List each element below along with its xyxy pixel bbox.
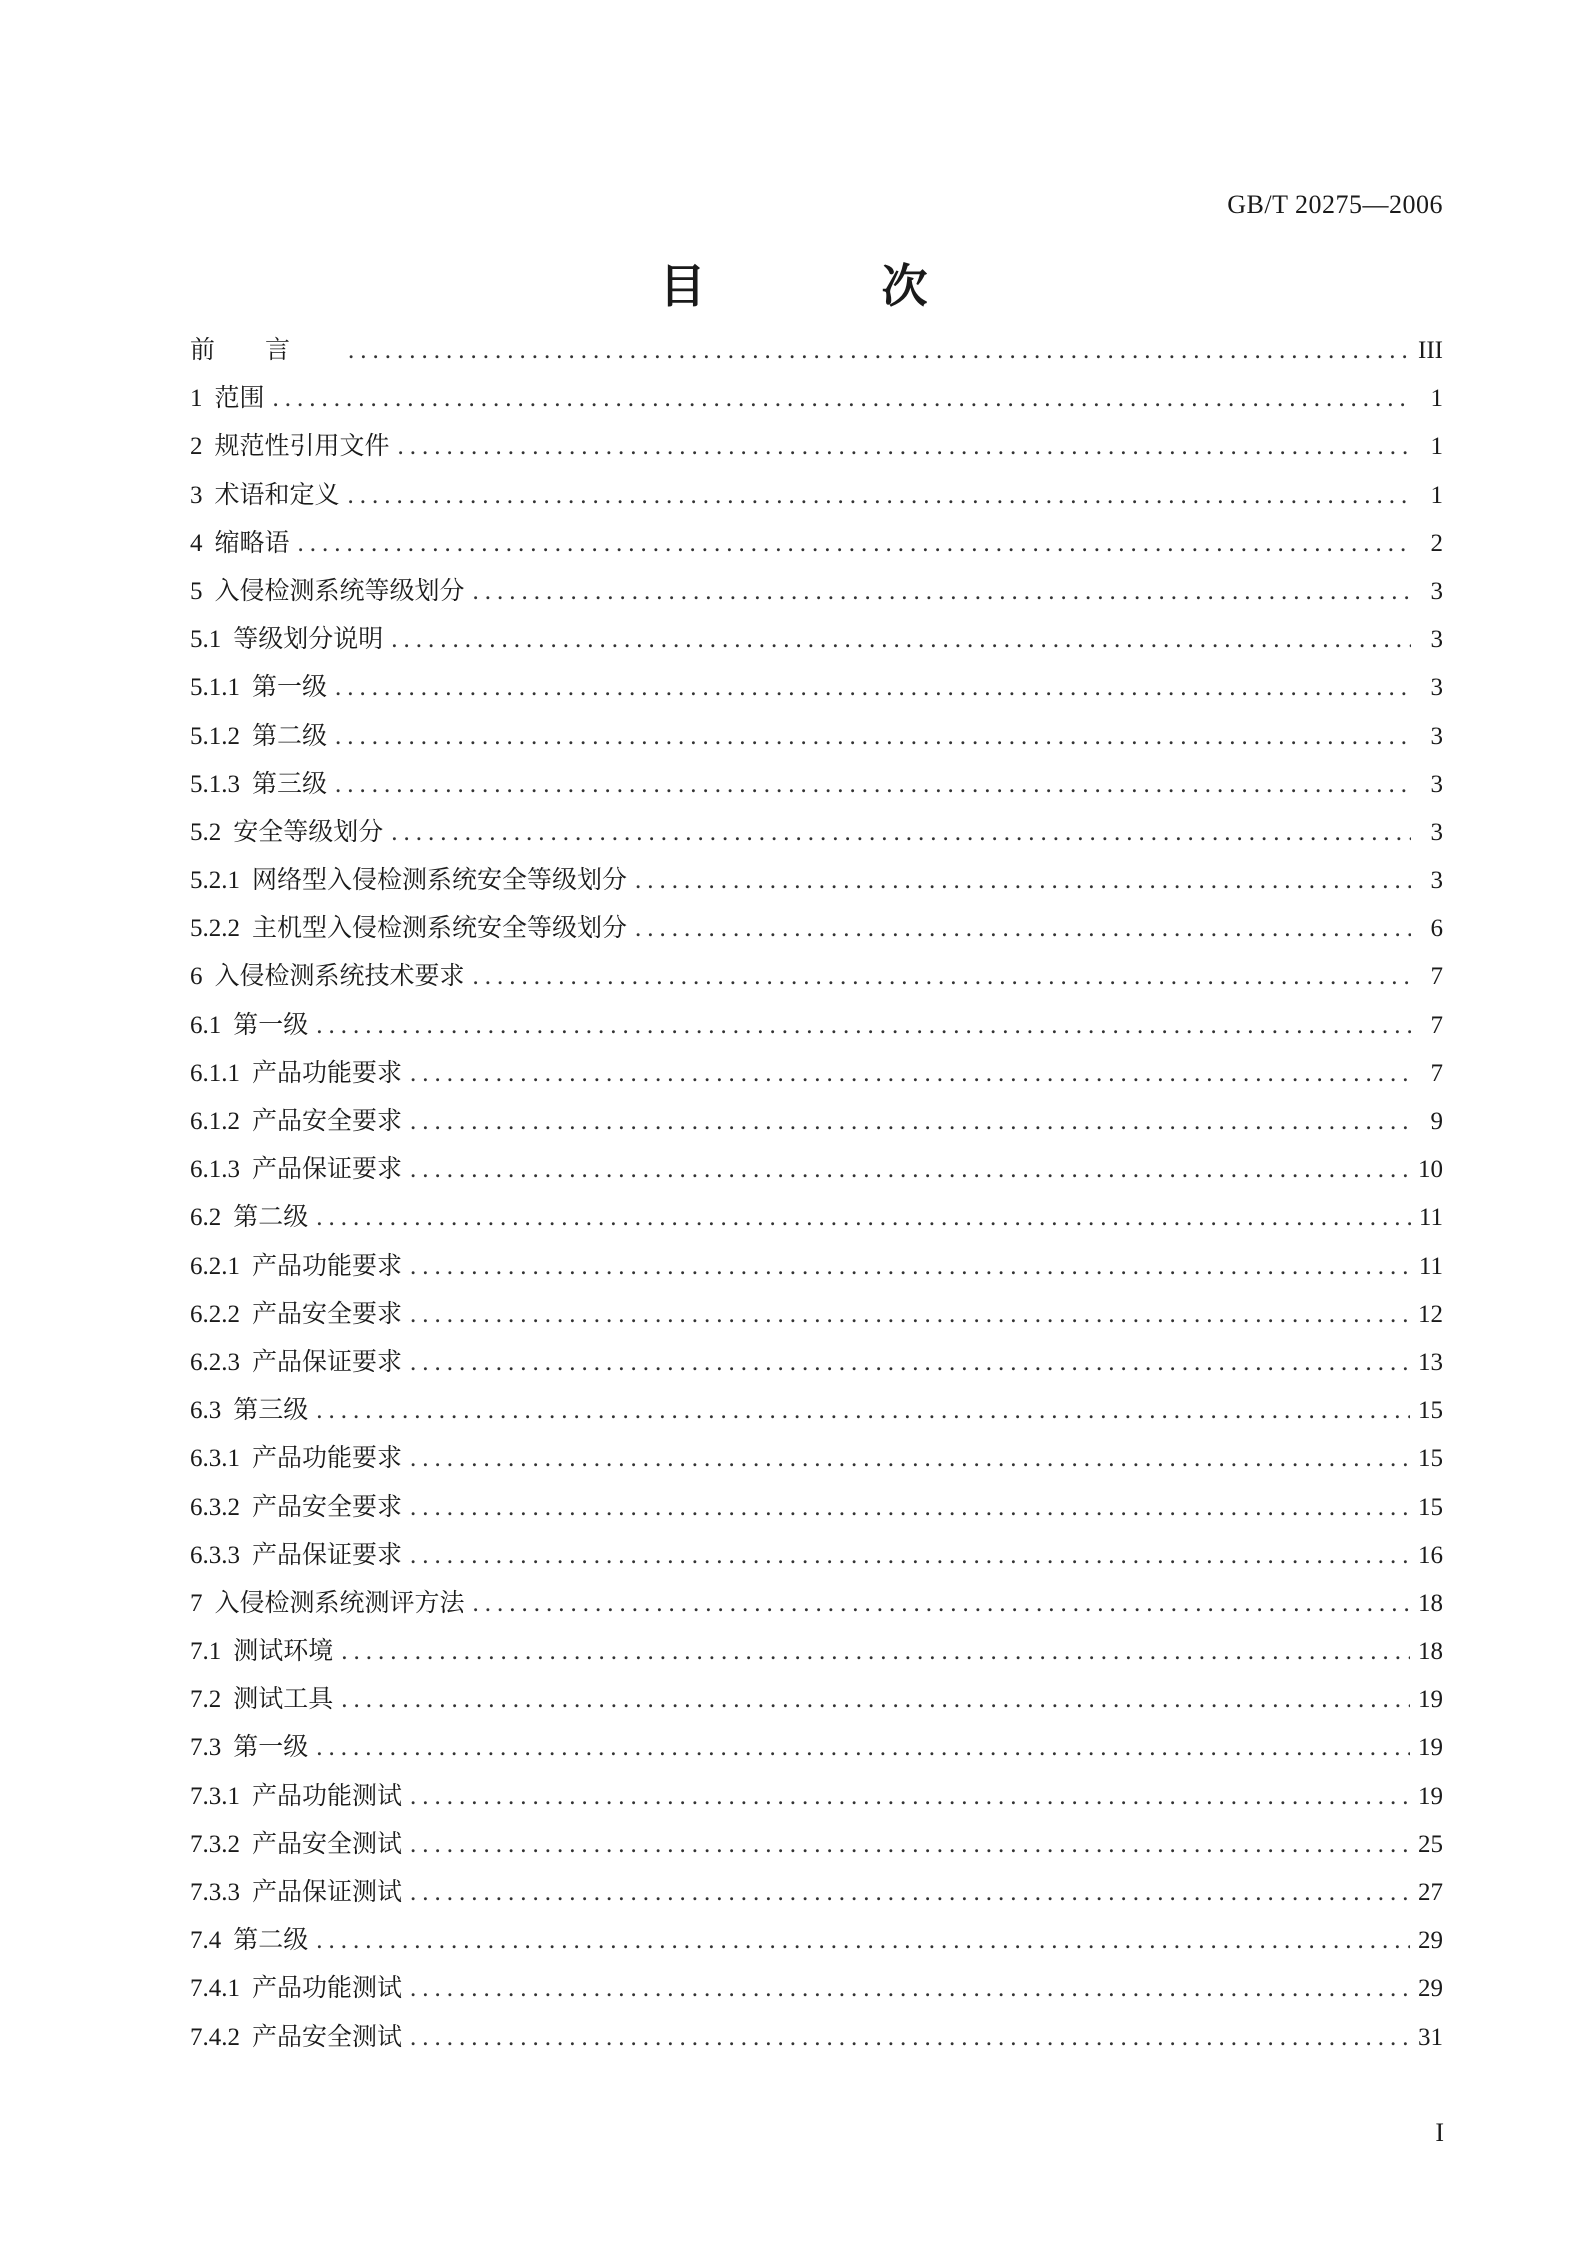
dot-leader: [410, 1783, 1410, 1811]
toc-entry-label: 产品功能测试: [252, 1780, 403, 1810]
toc-entry[interactable]: [190, 1246, 1443, 1294]
toc-entry[interactable]: [190, 1101, 1443, 1149]
toc-entry-page: 9: [1430, 1108, 1443, 1135]
toc-entry-label: 产品安全测试: [252, 2021, 403, 2051]
toc-entry-label: 等级划分说明: [233, 624, 384, 654]
toc-entry-page: 18: [1418, 1589, 1443, 1617]
toc-entry-page: 11: [1418, 1204, 1443, 1232]
toc-entry-label: 第二级: [233, 1202, 309, 1232]
dot-leader: [410, 1494, 1410, 1522]
toc-entry-number: 5.2.2: [190, 915, 240, 943]
toc-entry-label: 第三级: [252, 768, 328, 798]
toc-entry[interactable]: [190, 475, 1443, 523]
toc-entry[interactable]: [190, 1053, 1443, 1101]
toc-entry-page: 1: [1430, 481, 1443, 509]
toc-entry-page: 10: [1418, 1156, 1443, 1184]
toc-entry-page: 29: [1418, 1927, 1443, 1955]
dot-leader: [410, 1060, 1411, 1088]
toc-entry[interactable]: [190, 1487, 1443, 1535]
toc-entry-page: 15: [1418, 1445, 1443, 1473]
toc-entry-number: 6.3.2: [190, 1493, 240, 1521]
toc-entry-label: 产品安全要求: [252, 1298, 403, 1328]
table-of-contents: [190, 330, 1443, 2065]
toc-entry-number: 5.1.2: [190, 722, 240, 750]
dot-leader: [316, 1734, 1410, 1762]
toc-entry-number: 5: [190, 577, 203, 605]
toc-entry[interactable]: [190, 667, 1443, 715]
toc-entry-page: 15: [1418, 1493, 1443, 1521]
toc-entry-page: 31: [1418, 2023, 1443, 2051]
toc-entry-number: 6: [190, 963, 203, 991]
toc-entry-page: 18: [1418, 1638, 1443, 1666]
toc-entry-number: 7.4.2: [190, 2023, 240, 2051]
toc-entry-number: 6.3.3: [190, 1541, 240, 1569]
toc-entry-label: 规范性引用文件: [214, 431, 390, 461]
toc-entry[interactable]: [190, 1005, 1443, 1053]
dot-leader: [410, 1831, 1410, 1859]
toc-entry-number: 6.2.3: [190, 1348, 240, 1376]
toc-entry-label: 产品功能要求: [252, 1443, 403, 1473]
dot-leader: [348, 482, 1411, 510]
toc-entry-page: 3: [1430, 577, 1443, 605]
dot-leader: [473, 578, 1411, 606]
toc-entry-page: 12: [1418, 1300, 1443, 1328]
toc-entry[interactable]: [190, 1727, 1443, 1775]
toc-entry-label: 范围: [214, 383, 265, 413]
toc-entry-page: 3: [1430, 626, 1443, 654]
toc-entry-number: 7.3.3: [190, 1879, 240, 1906]
toc-entry[interactable]: [190, 1583, 1443, 1631]
toc-entry-page: 11: [1418, 1252, 1443, 1280]
dot-leader: [410, 1975, 1410, 2003]
standard-code: GB/T 20275—2006: [1227, 190, 1443, 219]
toc-entry-label: 安全等级划分: [233, 816, 384, 846]
dot-leader: [398, 433, 1411, 461]
toc-entry[interactable]: [190, 1872, 1443, 1920]
toc-entry-number: 6.2.2: [190, 1300, 240, 1328]
toc-entry-number: 6.3: [190, 1397, 222, 1425]
dot-leader: [410, 1879, 1410, 1907]
toc-entry-label: 产品保证要求: [252, 1154, 403, 1184]
toc-entry[interactable]: [190, 764, 1443, 812]
toc-entry-label: 产品保证要求: [252, 1539, 403, 1569]
toc-entry-label: 入侵检测系统测评方法: [214, 1587, 465, 1617]
toc-entry[interactable]: [190, 1438, 1443, 1486]
dot-leader: [391, 819, 1411, 847]
toc-entry-page: 3: [1430, 770, 1443, 798]
toc-entry[interactable]: [190, 330, 1443, 378]
toc-entry-label: 第二级: [233, 1925, 309, 1955]
toc-entry-label: 入侵检测系统技术要求: [214, 961, 465, 991]
toc-entry[interactable]: [190, 1342, 1443, 1390]
dot-leader: [335, 723, 1411, 751]
toc-entry-number: 7.4.1: [190, 1975, 240, 2003]
toc-entry-page: 3: [1430, 867, 1443, 895]
toc-entry[interactable]: [190, 1390, 1443, 1438]
toc-entry-number: 7.4: [190, 1927, 222, 1955]
toc-entry-label: 产品安全测试: [252, 1828, 403, 1858]
toc-entry-label: 测试环境: [233, 1636, 334, 1666]
toc-entry-label: 第三级: [233, 1395, 309, 1425]
toc-entry-page: 7: [1430, 963, 1443, 991]
toc-entry-label: 第二级: [252, 720, 328, 750]
toc-entry-number: 6.1.2: [190, 1108, 240, 1135]
dot-leader: [410, 1445, 1410, 1473]
toc-entry-label: 产品功能测试: [252, 1973, 403, 2003]
toc-entry-label: 入侵检测系统等级划分: [214, 575, 465, 605]
toc-entry-label: 产品安全要求: [252, 1491, 403, 1521]
toc-entry-page: III: [1418, 337, 1443, 364]
dot-leader: [341, 1686, 1410, 1714]
dot-leader: [348, 337, 1410, 365]
toc-entry-page: 6: [1430, 915, 1443, 943]
toc-entry-page: 7: [1430, 1059, 1443, 1087]
toc-entry-number: 2: [190, 433, 203, 461]
dot-leader: [635, 915, 1411, 943]
dot-leader: [410, 1349, 1410, 1377]
toc-entry-label: 产品功能要求: [252, 1057, 403, 1087]
toc-entry-label: 产品功能要求: [252, 1250, 403, 1280]
dot-leader: [410, 1156, 1410, 1184]
toc-entry[interactable]: [190, 908, 1443, 956]
toc-entry-number: 6.2.1: [190, 1252, 240, 1280]
toc-entry-page: 19: [1418, 1734, 1443, 1762]
dot-leader: [298, 530, 1411, 558]
toc-entry[interactable]: [190, 1968, 1443, 2016]
toc-entry-number: 7: [190, 1589, 203, 1617]
toc-entry-page: 1: [1430, 433, 1443, 461]
dot-leader: [335, 674, 1411, 702]
toc-entry-number: 6.3.1: [190, 1445, 240, 1473]
toc-entry-number: 7.3.1: [190, 1782, 240, 1810]
toc-entry[interactable]: [190, 956, 1443, 1004]
toc-entry[interactable]: [190, 1824, 1443, 1872]
toc-entry-label: 术语和定义: [214, 479, 340, 509]
toc-entry[interactable]: [190, 812, 1443, 860]
footer-page-number: I: [1435, 2118, 1444, 2147]
toc-entry-number: 5.1.1: [190, 674, 240, 702]
toc-entry-page: 19: [1418, 1686, 1443, 1714]
toc-entry-page: 3: [1430, 722, 1443, 750]
toc-entry-label: 测试工具: [233, 1684, 334, 1714]
toc-entry-number: 5.1: [190, 626, 222, 654]
toc-entry[interactable]: [190, 1776, 1443, 1824]
dot-leader: [335, 771, 1411, 799]
toc-entry-label: 第一级: [233, 1732, 309, 1762]
toc-entry-number: 6.2: [190, 1204, 222, 1232]
toc-entry-number: 3: [190, 481, 203, 509]
toc-entry-page: 16: [1418, 1541, 1443, 1569]
toc-entry-page: 13: [1418, 1348, 1443, 1376]
toc-entry[interactable]: [190, 1679, 1443, 1727]
toc-entry-page: 25: [1418, 1830, 1443, 1858]
toc-entry[interactable]: [190, 716, 1443, 764]
dot-leader: [410, 1108, 1411, 1136]
dot-leader: [410, 2024, 1410, 2052]
toc-entry[interactable]: [190, 1920, 1443, 1968]
dot-leader: [273, 385, 1411, 413]
toc-entry-label: 第一级: [252, 672, 328, 702]
dot-leader: [316, 1204, 1411, 1232]
toc-entry-number: 6.1.1: [190, 1059, 240, 1087]
toc-entry-number: 1: [190, 385, 203, 413]
toc-entry-number: 5.1.3: [190, 770, 240, 798]
toc-entry-number: 6.1: [190, 1011, 222, 1039]
toc-entry-label: 主机型入侵检测系统安全等级划分: [252, 913, 628, 943]
toc-entry-number: 6.1.3: [190, 1156, 240, 1184]
dot-leader: [410, 1253, 1411, 1281]
toc-entry[interactable]: [190, 1149, 1443, 1197]
toc-entry-page: 29: [1418, 1975, 1443, 2003]
dot-leader: [410, 1301, 1410, 1329]
toc-entry[interactable]: [190, 1197, 1443, 1245]
toc-entry-number: 7.3.2: [190, 1830, 240, 1858]
toc-entry-label: 网络型入侵检测系统安全等级划分: [252, 865, 628, 895]
dot-leader: [473, 963, 1411, 991]
toc-entry[interactable]: [190, 378, 1443, 426]
dot-leader: [316, 1397, 1410, 1425]
toc-entry[interactable]: [190, 1631, 1443, 1679]
toc-entry[interactable]: [190, 426, 1443, 474]
toc-entry-label: 产品安全要求: [252, 1106, 403, 1135]
toc-entry-number: 4: [190, 529, 203, 557]
page-title: 目 次: [659, 259, 1008, 313]
toc-entry-page: 2: [1430, 529, 1443, 557]
toc-entry[interactable]: [190, 619, 1443, 667]
toc-entry-number: 5.2: [190, 818, 222, 846]
toc-entry-number: 7.1: [190, 1638, 222, 1666]
toc-entry-page: 19: [1418, 1782, 1443, 1810]
dot-leader: [391, 626, 1411, 654]
toc-entry-number: 7.2: [190, 1686, 222, 1714]
toc-entry[interactable]: [190, 860, 1443, 908]
dot-leader: [635, 867, 1411, 895]
toc-entry-page: 27: [1418, 1879, 1443, 1906]
toc-entry-page: 1: [1430, 385, 1443, 413]
toc-entry-number: 7.3: [190, 1734, 222, 1762]
toc-entry[interactable]: [190, 523, 1443, 571]
dot-leader: [316, 1927, 1410, 1955]
toc-entry-page: 3: [1430, 674, 1443, 702]
toc-entry[interactable]: [190, 2017, 1443, 2065]
toc-entry-label: 前言: [190, 335, 341, 364]
dot-leader: [341, 1638, 1410, 1666]
toc-entry-page: 15: [1418, 1397, 1443, 1425]
toc-entry-number: 5.2.1: [190, 867, 240, 895]
toc-entry[interactable]: [190, 1535, 1443, 1583]
toc-entry-label: 产品保证测试: [252, 1877, 403, 1906]
toc-entry[interactable]: [190, 1294, 1443, 1342]
toc-entry-label: 产品保证要求: [252, 1346, 403, 1376]
dot-leader: [316, 1012, 1411, 1040]
toc-entry-label: 缩略语: [214, 527, 290, 557]
toc-entry[interactable]: [190, 571, 1443, 619]
dot-leader: [410, 1542, 1410, 1570]
toc-entry-label: 第一级: [233, 1009, 309, 1039]
dot-leader: [473, 1590, 1410, 1618]
toc-entry-page: 7: [1430, 1011, 1443, 1039]
toc-entry-page: 3: [1430, 818, 1443, 846]
